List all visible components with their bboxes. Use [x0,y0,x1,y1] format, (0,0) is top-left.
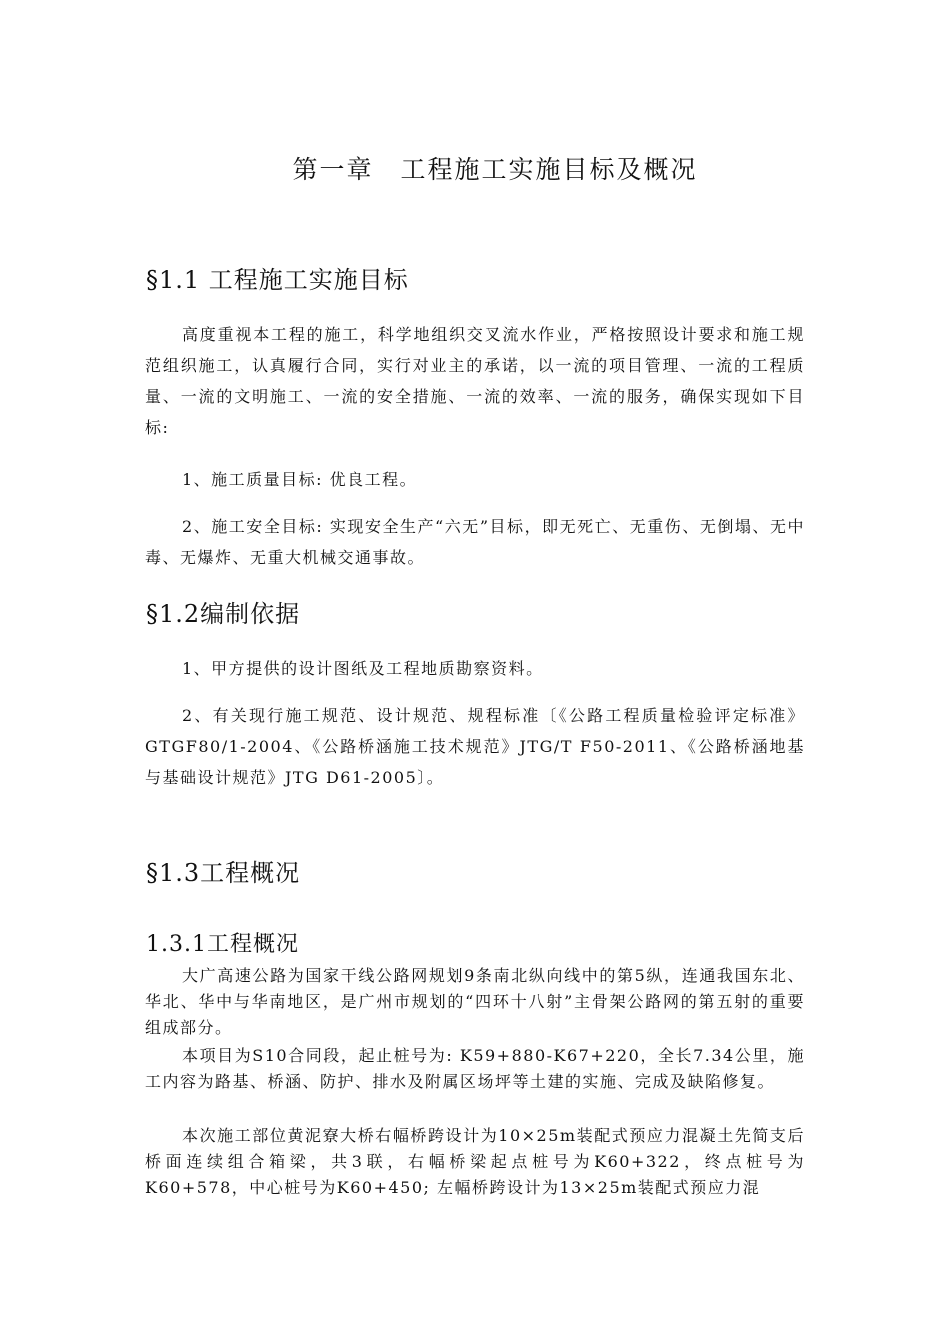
overview-paragraph-highway: 大广高速公路为国家干线公路网规划9条南北纵向线中的第5纵，连通我国东北、华北、华中与华南地区，是广州市规划的“四环十八射”主骨架公路网的第五射的重要组成部分。 [145,966,805,1037]
section-1-1-intro-paragraph: 高度重视本工程的施工，科学地组织交叉流水作业，严格按照设计要求和施工规范组织施工，认真履行合同，实行对业主的承诺，以一流的项目管理、一流的工程质量、一流的文明施工、一流的安全措施、一流的效率、一流的服务，确保实现如下目标: [145,325,805,437]
goal-item-safety: 2、施工安全目标: 实现安全生产“六无”目标，即无死亡、无重伤、无倒塌、无中毒、无爆炸、无重大机械交通事故。 [145,517,805,567]
sub-heading-1-3-1: 1.3.1工程概况 [146,932,299,957]
overview-paragraph-contract: 本项目为S10合同段，起止桩号为: K59+880-K67+220，全长7.34公里，施工内容为路基、桥涵、防护、排水及附属区场坪等土建的实施、完成及缺陷修复。 [145,1046,805,1091]
section-heading-1-2: §1.2编制依据 [146,600,301,628]
basis-item-design-drawings: 1、甲方提供的设计图纸及工程地质勘察资料。 [182,659,544,678]
section-heading-1-1: §1.1 工程施工实施目标 [146,266,409,294]
overview-paragraph-bridge: 本次施工部位黄泥寮大桥右幅桥跨设计为10×25m装配式预应力混凝土先简支后桥面连续组合箱梁，共3联，右幅桥梁起点桩号为K60+322，终点桩号为K60+578，中心桩号为K60+450; 左幅桥跨设计为13×25m装配式预应力混 [145,1126,805,1197]
section-heading-1-3: §1.3工程概况 [146,859,301,887]
chapter-title: 第一章 工程施工实施目标及概况 [292,155,698,184]
basis-item-standards: 2、有关现行施工规范、设计规范、规程标准〔《公路工程质量检验评定标准》GTGF80/1-2004、《公路桥涵施工技术规范》JTG/T F50-2011、《公路桥涵地基与基础设计规范》JTG D61-2005〕。 [145,706,805,787]
goal-item-quality: 1、施工质量目标: 优良工程。 [182,470,418,489]
